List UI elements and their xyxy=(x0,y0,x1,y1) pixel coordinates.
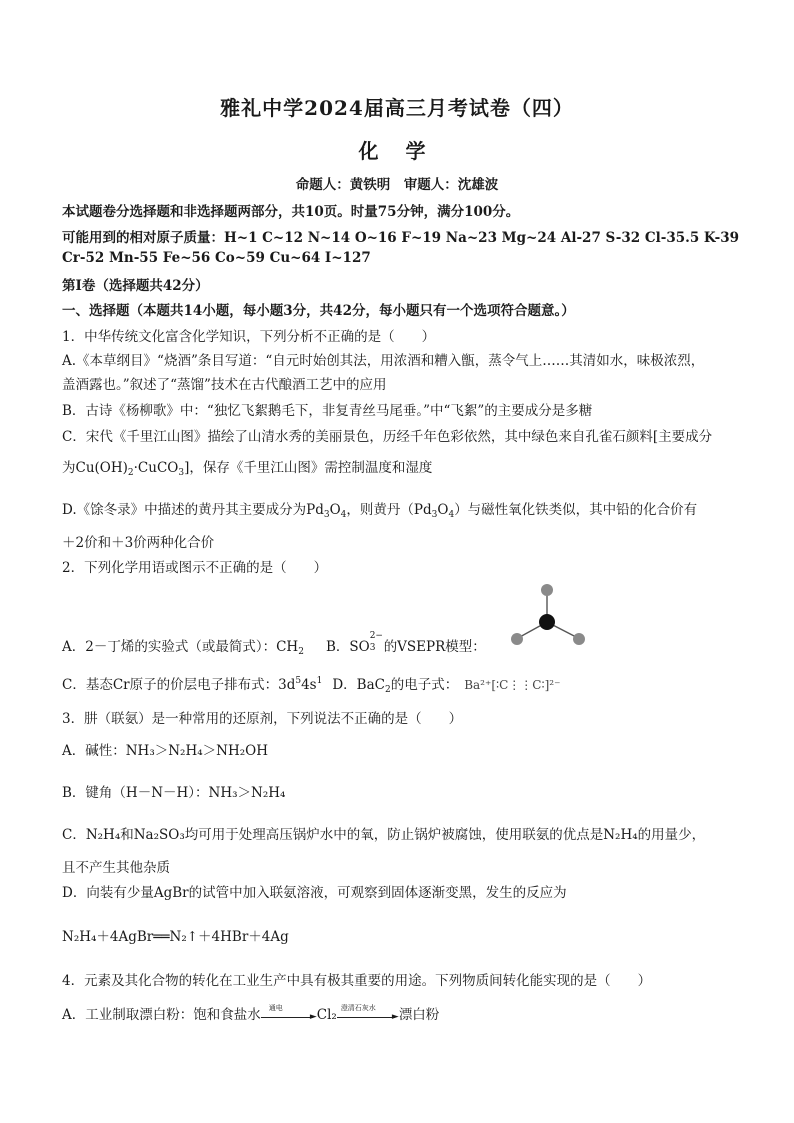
q3-option-b: B．键角（H－N－H）：NH₃＞N₂H₄ xyxy=(62,785,286,801)
q1-c2-sub-a: 2 xyxy=(127,468,134,478)
exam-title: 雅礼中学2024届高三月考试卷（四） xyxy=(220,96,574,120)
q1-c2-pre: 为 xyxy=(62,460,76,476)
q1-option-a-line1: A.《本草纲目》“烧酒”条目写道：“自元时始创其法，用浓酒和糟入甑，蒸令气上……其清如水，味极浓烈， xyxy=(62,353,705,369)
q2-d-sub: 2 xyxy=(384,685,391,695)
outer-atom-top xyxy=(541,584,553,596)
q4-a-pre: A．工业制取漂白粉：饱和食盐水 xyxy=(62,1007,261,1023)
q1-option-c-line1: C．宋代《千里江山图》描绘了山清水秀的美丽景色，历经千年色彩依然，其中绿色来自孔雀石颜料[主要成分 xyxy=(62,429,713,445)
so3-vsepr-model-diagram xyxy=(505,580,595,650)
q1-option-d-line1 xyxy=(62,498,697,520)
q4-option-a xyxy=(62,1003,439,1023)
q1-c2-post: ]，保存《千里江山图》需控制温度和湿度 xyxy=(184,460,433,476)
q3-option-d-line1: D．向装有少量AgBr的试管中加入联氨溶液，可观察到固体逐渐变黑，发生的反应为 xyxy=(62,885,567,901)
q4-arrow-2: 澄清石灰水 ► xyxy=(337,1009,399,1023)
q1-d1-mid-3: O xyxy=(437,502,449,518)
subject-title: 化 学 xyxy=(358,139,436,163)
q2-b-pre: B．SO xyxy=(325,639,370,655)
q1-d1-post: ）与磁性氧化铁类似，其中铅的化合价有 xyxy=(454,502,698,518)
q2-d-electron-formula: Ba²⁺[∶C⋮⋮C∶]²⁻ xyxy=(464,678,561,692)
intro-line-1: 本试题卷分选择题和非选择题两部分，共10页。时量75分钟，满分100分。 xyxy=(62,204,520,220)
q1-d1-sub-3: 3 xyxy=(431,510,438,520)
intro-line-2: 可能用到的相对原子质量：H~1 C~12 N~14 O~16 F~19 Na~23 Mg~24 Al-27 S-32 Cl-35.5 K-39 xyxy=(62,230,740,246)
outer-atom-left xyxy=(511,633,523,645)
q3-option-c-line1: C．N₂H₄和Na₂SO₃均可用于处理高压锅炉水中的氧，防止锅炉被腐蚀，使用联氨的优点是N₂H₄的用量少， xyxy=(62,827,706,843)
q1-d1-sub-2: 4 xyxy=(340,510,347,520)
q1-c2-formula-a: Cu(OH) xyxy=(75,460,128,476)
q2-d-post: 的电子式： xyxy=(390,677,459,693)
q4-stem: 4．元素及其化合物的转化在工业生产中具有极其重要的用途。下列物质间转化能实现的是（ ） xyxy=(62,973,652,989)
q2-d-pre: D．BaC xyxy=(332,677,385,693)
q1-d1-mid-1: O xyxy=(329,502,341,518)
q4-a-mid: Cl₂ xyxy=(316,1007,337,1023)
intro-line-3: Cr-52 Mn-55 Fe~56 Co~59 Cu~64 I~127 xyxy=(62,250,371,266)
q1-option-a-line2: 盖酒露也。”叙述了“蒸馏”技术在古代酿酒工艺中的应用 xyxy=(62,377,387,393)
q2-a-sub: 2 xyxy=(298,647,304,657)
q1-option-b: B．古诗《杨柳歌》中：“独忆飞絮鹅毛下，非复青丝马尾垂。”中“飞絮”的主要成分是多糖 xyxy=(62,403,593,419)
q1-d1-sub-1: 3 xyxy=(323,510,330,520)
authors-line: 命题人：黄铁明 审题人：沈雄波 xyxy=(295,177,499,193)
q3-option-d-equation: N₂H₄＋4AgBr══N₂↑＋4HBr＋4Ag xyxy=(62,929,289,945)
q3-option-a: A．碱性：NH₃＞N₂H₄＞NH₂OH xyxy=(62,743,268,759)
q1-c2-formula-b: ·CuCO xyxy=(133,460,179,476)
q1-option-d-line2: ＋2价和＋3价两种化合价 xyxy=(62,535,215,551)
q2-stem: 2．下列化学用语或图示不正确的是（ ） xyxy=(62,560,328,576)
q2-b-sub: 3 xyxy=(369,643,376,653)
q1-d1-pre: D.《馀冬录》中描述的黄丹其主要成分为Pd xyxy=(62,502,324,518)
q2-b-sup: 2− xyxy=(369,631,383,641)
q4-arrow-1-label: 通电 xyxy=(268,1003,283,1012)
q2-b-post: 的VSEPR模型： xyxy=(383,639,486,655)
q1-stem: 1．中华传统文化富含化学知识，下列分析不正确的是（ ） xyxy=(62,329,436,345)
q2-c-mid: 4s xyxy=(301,677,317,693)
q4-arrow-2-label: 澄清石灰水 xyxy=(340,1003,376,1012)
q2-a-pre: A．2－丁烯的实验式（或最简式）：CH xyxy=(62,639,299,655)
q1-d1-mid-2: ，则黄丹（Pd xyxy=(346,502,432,518)
q1-option-c-line2 xyxy=(62,456,432,478)
q1-d1-sub-4: 4 xyxy=(448,510,455,520)
q3-stem: 3．肼（联氨）是一种常用的还原剂，下列说法不正确的是（ ） xyxy=(62,711,463,727)
central-atom xyxy=(539,614,555,630)
q3-option-c-line2: 且不产生其他杂质 xyxy=(62,860,170,876)
part-heading: 第Ⅰ卷（选择题共42分） xyxy=(62,278,209,294)
q4-arrow-1: 通电 ► xyxy=(261,1009,317,1023)
q1-c2-sub-b: 3 xyxy=(178,468,185,478)
outer-atom-right xyxy=(573,633,585,645)
q2-c-sup-1: 5 xyxy=(295,676,302,686)
q2-options-cd xyxy=(62,673,560,695)
section-heading: 一、选择题（本题共14小题，每小题3分，共42分，每小题只有一个选项符合题意。） xyxy=(62,303,575,319)
q2-options-ab xyxy=(62,631,486,657)
q2-c-sup-2: 1 xyxy=(316,676,323,686)
q4-a-post: 漂白粉 xyxy=(398,1007,440,1023)
q2-c-pre: C．基态Cr原子的价层电子排布式：3d xyxy=(62,677,296,693)
